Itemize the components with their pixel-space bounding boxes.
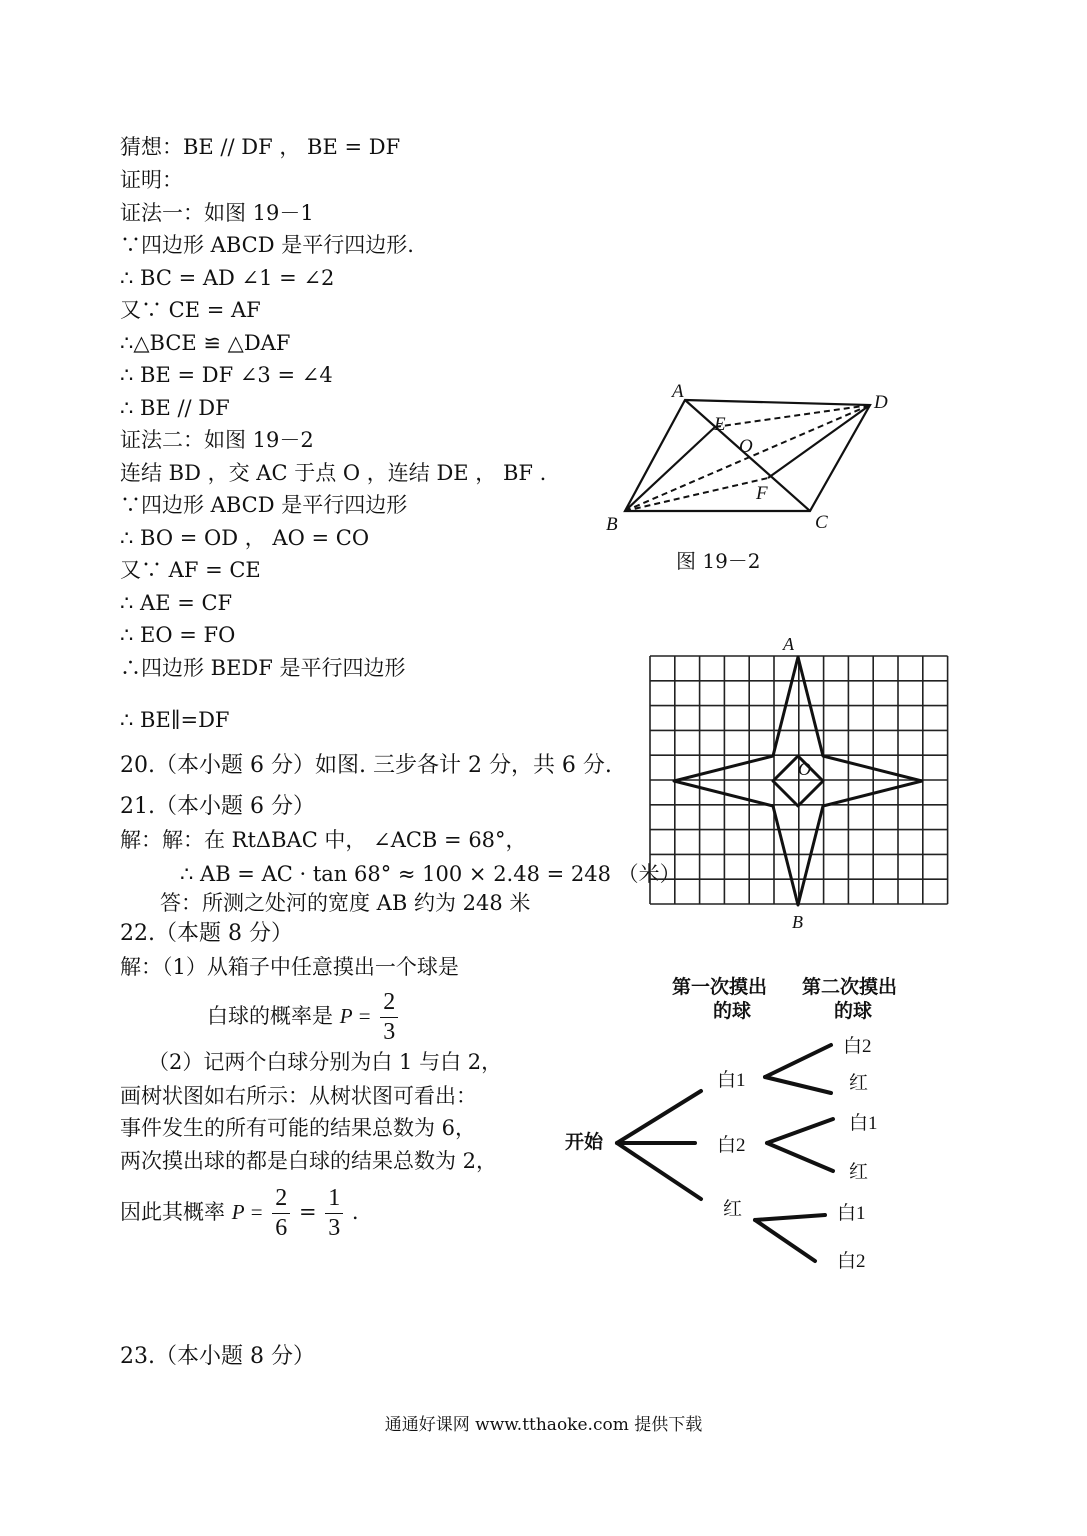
text-line: 解：解：在 RtΔBAC 中， ∠ACB = 68°，	[120, 828, 527, 852]
tree-second-4: 红	[849, 1162, 869, 1183]
text-line: 又∵ AF = CE	[120, 558, 261, 582]
text-line: 连结 BD ，交 AC 于点 O ，连结 DE ， BF .	[120, 461, 547, 485]
segment-bf	[625, 478, 768, 511]
prob2-equals: =	[298, 1199, 317, 1224]
text-line: ∴ BO = OD ， AO = CO	[120, 526, 370, 550]
prob1-prefix: 白球的概率是	[207, 1003, 333, 1028]
diagonal-bd	[625, 405, 870, 511]
branch-start-1	[617, 1091, 701, 1143]
segment-be	[625, 427, 715, 511]
text-line: 画树状图如右所示：从树状图可看出：	[120, 1084, 477, 1108]
text-line: 又∵ CE = AF	[120, 298, 261, 322]
branch-w2-1	[767, 1119, 833, 1143]
figure-caption: 图 19－2	[676, 549, 761, 573]
question-20: 20.（本小题 6 分）如图. 三步各计 2 分，共 6 分.	[120, 753, 612, 778]
prob2-fraction-2	[325, 1184, 343, 1243]
label-a: A	[672, 381, 684, 402]
tree-second-5: 白1	[837, 1203, 866, 1224]
branch-start-3	[617, 1143, 701, 1199]
text-line: ∴ AE = CF	[120, 591, 233, 615]
label-o: O	[739, 436, 753, 457]
question-22: 22.（本题 8 分）	[120, 921, 293, 946]
prob1-var: P =	[339, 1003, 372, 1028]
grid-label-b: B	[792, 912, 803, 932]
text-line: ∴△BCE ≌ △DAF	[120, 331, 291, 355]
page-footer: 通通好课网 www.tthaoke.com 提供下载	[384, 1415, 703, 1435]
tree-head-1: 第一次摸出	[672, 977, 768, 998]
text-line: 证法一：如图 19－1	[120, 201, 314, 225]
branch-r-1	[755, 1215, 825, 1220]
tree-head-2b: 的球	[834, 1001, 873, 1022]
grid-label-o: O	[798, 759, 811, 779]
branch-w1-1	[765, 1045, 831, 1077]
tree-second-3: 白1	[849, 1113, 878, 1134]
label-d: D	[874, 392, 888, 413]
tree-head-2: 第二次摸出	[802, 977, 898, 998]
tree-second-6: 白2	[837, 1251, 866, 1272]
branch-w2-2	[767, 1143, 833, 1171]
tree-second-1: 白2	[843, 1036, 872, 1057]
prob2-prefix: 因此其概率	[120, 1199, 225, 1224]
branch-r-2	[755, 1220, 815, 1261]
tree-diagram	[555, 965, 935, 1275]
probability-line-2	[120, 1184, 359, 1243]
question-21: 21.（本小题 6 分）	[120, 794, 315, 819]
label-e: E	[714, 414, 726, 435]
label-b: B	[606, 514, 618, 535]
grid-label-a: A	[783, 634, 794, 654]
prob2-den1: 6	[275, 1214, 288, 1241]
text-line: 猜想：BE // DF ， BE = DF	[120, 135, 401, 159]
tree-head-1b: 的球	[713, 1001, 752, 1022]
text-line: （2）记两个白球分别为白 1 与白 2，	[148, 1050, 503, 1074]
tree-first-1: 白1	[717, 1070, 746, 1091]
text-line: ∴ AB = AC · tan 68° ≈ 100 × 2.48 = 248 （米）	[180, 862, 681, 886]
text-line: 证法二：如图 19－2	[120, 428, 314, 452]
prob1-num: 2	[380, 988, 398, 1018]
text-line: ∴ EO = FO	[120, 623, 236, 647]
prob1-fraction	[380, 988, 398, 1047]
question-23: 23.（本小题 8 分）	[120, 1344, 315, 1369]
tree-start: 开始	[565, 1132, 604, 1153]
text-line: ∴四边形 BEDF 是平行四边形	[120, 656, 406, 680]
text-line: ∵四边形 ABCD 是平行四边形.	[120, 233, 414, 257]
branch-w1-2	[765, 1077, 831, 1093]
text-line: ∴ BE = DF ∠3 = ∠4	[120, 363, 333, 387]
tree-second-2: 红	[849, 1073, 869, 1094]
text-line: 解：（1）从箱子中任意摸出一个球是	[120, 955, 459, 979]
prob2-den2: 3	[328, 1214, 341, 1241]
tree-first-3: 红	[723, 1199, 743, 1220]
prob2-num2: 1	[325, 1184, 343, 1214]
grid-lines	[650, 656, 948, 904]
text-line: ∴ BC = AD ∠1 = ∠2	[120, 266, 335, 290]
text-line: 事件发生的所有可能的结果总数为 6，	[120, 1116, 477, 1140]
prob2-num1: 2	[272, 1184, 290, 1214]
label-c: C	[815, 512, 828, 533]
text-line: ∴ BE // DF	[120, 396, 230, 420]
prob2-fraction-1	[272, 1184, 290, 1243]
text-line: 答：所测之处河的宽度 AB 约为 248 米	[160, 891, 531, 915]
prob2-suffix: .	[351, 1199, 359, 1224]
prob2-var: P =	[231, 1199, 264, 1224]
prob1-den: 3	[383, 1018, 396, 1045]
text-line: 两次摸出球的都是白球的结果总数为 2，	[120, 1149, 498, 1173]
grid-figure	[640, 630, 960, 940]
text-line: ∴ BE∥=DF	[120, 708, 230, 732]
text-line: 证明：	[120, 168, 183, 192]
label-f: F	[756, 483, 768, 504]
probability-line-1	[207, 988, 400, 1047]
tree-first-2: 白2	[717, 1135, 746, 1156]
text-line: ∵四边形 ABCD 是平行四边形	[120, 493, 408, 517]
